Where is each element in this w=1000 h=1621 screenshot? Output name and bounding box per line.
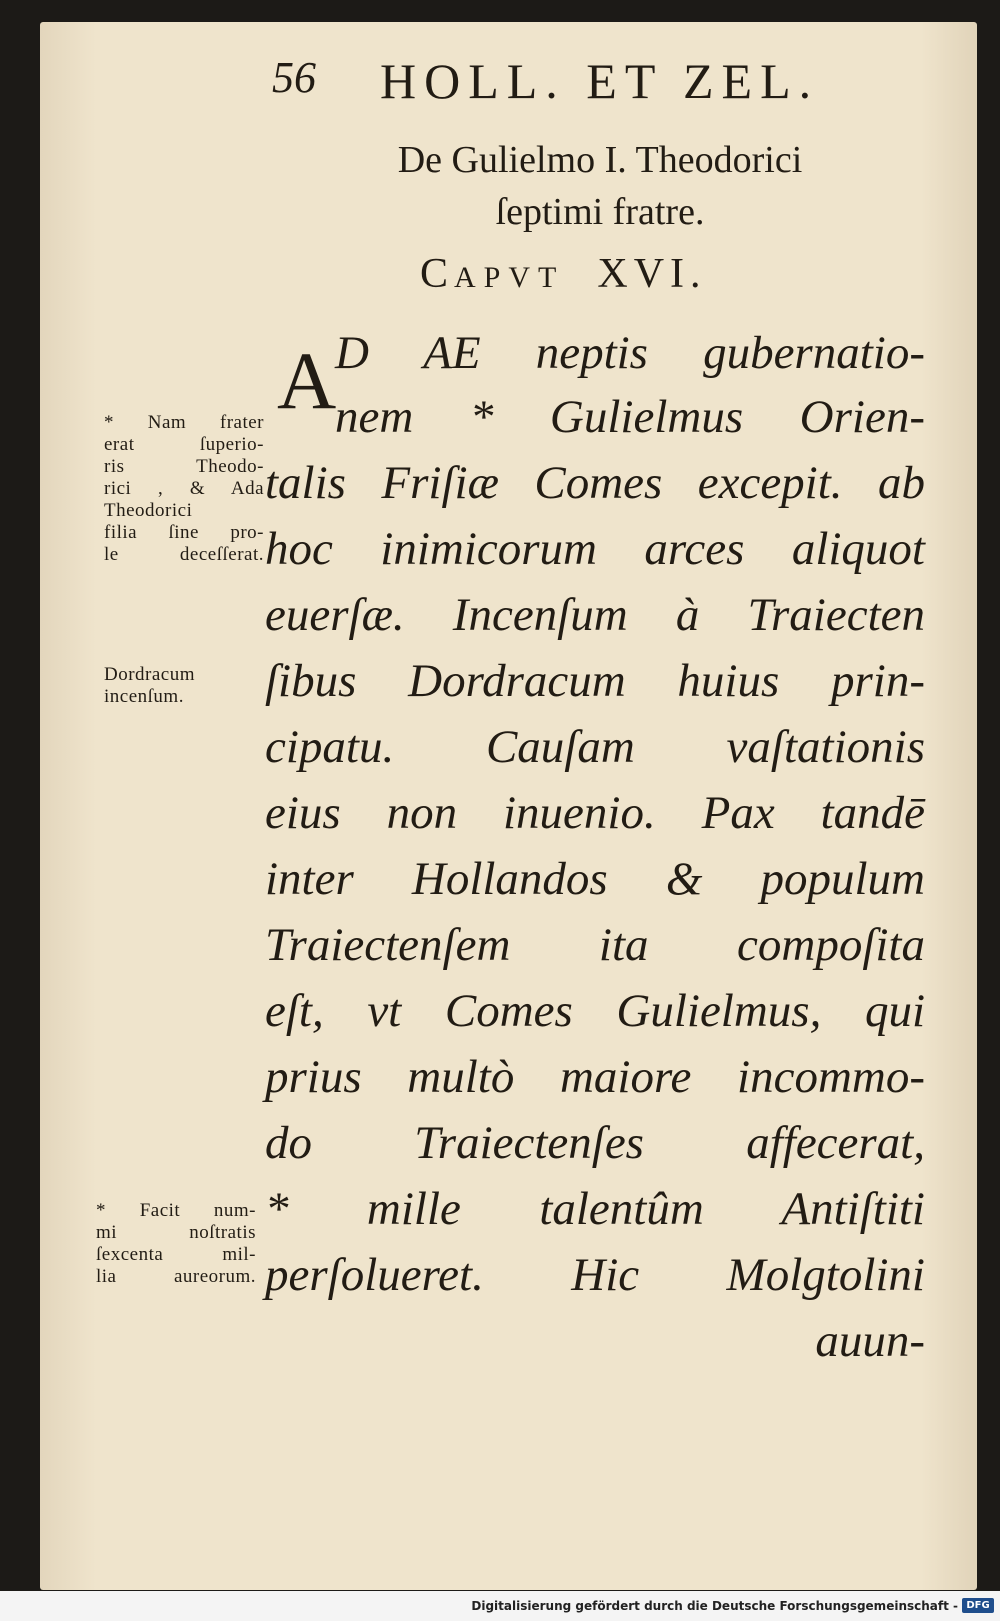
margin-note-3	[96, 1200, 256, 1288]
margin-note-1-line: rici , & Ada	[104, 478, 264, 499]
body-line-6: ſibus Dordracum huius prin-	[265, 655, 925, 707]
margin-note-3-line: * Facit num-	[96, 1200, 256, 1221]
margin-note-2	[104, 664, 239, 708]
body-line-4: hoc inimicorum arces aliquot	[265, 523, 925, 575]
margin-note-3-line: lia aureorum.	[96, 1266, 256, 1287]
body-line-10: Traiectenſem ita compoſita	[265, 919, 925, 971]
chapter-title-line-2: ſeptimi fratre.	[495, 191, 705, 233]
margin-note-2-line: Dordracum	[104, 664, 196, 685]
chapter-number: XVI.	[597, 251, 707, 297]
catchword: auun-	[815, 1315, 925, 1367]
margin-note-1-line: filia ſine pro-	[104, 522, 264, 543]
margin-note-1-line: erat ſuperio-	[104, 434, 264, 455]
body-line-14: * mille talentûm Antiſtiti	[265, 1183, 925, 1235]
body-line-8: eius non inuenio. Pax tandē	[265, 787, 925, 839]
chapter-heading-cap: C	[420, 251, 455, 297]
margin-note-1-line: le deceſſerat.	[104, 544, 264, 565]
body-line-1: D AE neptis gubernatio-	[335, 327, 925, 379]
body-line-2: nem * Gulielmus Orien-	[335, 391, 925, 443]
margin-note-3-line: mi noſtratis	[96, 1222, 256, 1243]
margin-note-3-line: ſexcenta mil-	[96, 1244, 256, 1265]
chapter-heading-small: APVT	[454, 261, 565, 294]
margin-note-1-line: * Nam frater	[104, 412, 264, 433]
page-header	[0, 52, 1000, 112]
chapter-heading	[420, 250, 707, 298]
body-line-5: euerſæ. Incenſum à Traiecten	[265, 589, 925, 641]
body-line-15: perſolueret. Hic Molgtolini	[265, 1249, 925, 1301]
footer-credit: Digitalisierung gefördert durch die Deutsche Forschungsgemeinschaft -	[471, 1599, 958, 1613]
margin-note-2-line: incenſum.	[104, 686, 184, 707]
margin-note-1-line: ris Theodo-	[104, 456, 264, 477]
body-line-7: cipatu. Cauſam vaſtationis	[265, 721, 925, 773]
drop-initial: A	[277, 335, 337, 426]
margin-note-1	[104, 412, 264, 566]
body-line-12: prius multò maiore incommo-	[265, 1051, 925, 1103]
body-line-3: talis Friſiæ Comes excepit. ab	[265, 457, 925, 509]
body-line-13: do Traiectenſes affecerat,	[265, 1117, 925, 1169]
dfg-logo: DFG	[962, 1598, 994, 1613]
body-line-9: inter Hollandos & populum	[265, 853, 925, 905]
running-head: HOLL. ET ZEL.	[380, 53, 820, 109]
page-number: 56	[272, 53, 316, 102]
digitization-footer	[0, 1591, 1000, 1621]
body-line-11: eſt, vt Comes Gulielmus, qui	[265, 985, 925, 1037]
margin-note-1-line: Theodorici	[104, 500, 193, 521]
chapter-title-line-1: De Gulielmo I. Theodorici	[397, 139, 803, 181]
